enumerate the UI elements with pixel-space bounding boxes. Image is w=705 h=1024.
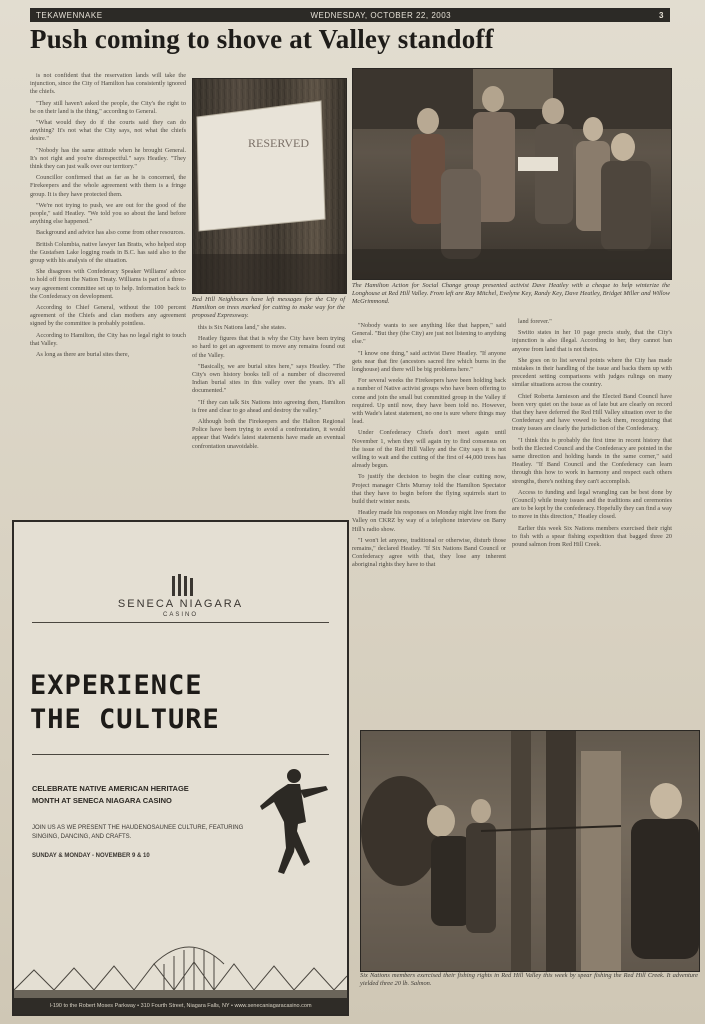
article-paragraph: Earlier this week Six Nations members exercised their right to fish with a spear fishing expedition that bagged three 20 pound salmon from Red Hill Creek. xyxy=(512,524,672,549)
article-paragraph: "I won't let anyone, traditional or otherwise, disturb those remains," declared Heatley. "If Six Nations Band Council or Confederacy agree with that, they lose any inherent aboriginal rights they have to that xyxy=(352,536,506,569)
article-paragraph: "They still haven't asked the people, the City's the right to be on their land is the thing," according to General. xyxy=(30,99,186,115)
article-paragraph: According to Hamilton, the City has no legal right to touch that Valley. xyxy=(30,331,186,347)
ad-subhead-line2: MONTH AT SENECA NIAGARA CASINO xyxy=(32,796,172,805)
article-paragraph: Heatley figures that that is why the City have been trying so hard to get an agreement to move any remains found out of the Valley. xyxy=(192,335,345,359)
article-paragraph: Although both the Firekeepers and the Halton Regional Police have been trying to avoid a confrontation, it would appear that Wade's latest statements have made an eventual confrontation unavoidable. xyxy=(192,418,345,450)
article-paragraph: this is Six Nations land," she states. xyxy=(198,324,287,331)
article-paragraph: British Columbia, native lawyer Ian Bratts, who helped stop the Gustafsen Lake logging roads in B.C. has said also to the group with his analysis of the situation. xyxy=(30,240,186,265)
ad-dates: SUNDAY & MONDAY - NOVEMBER 9 & 10 xyxy=(32,853,150,859)
article-paragraph: land forever." xyxy=(518,318,552,325)
photo-tree-sign-caption: Red Hill Neighbours have left messages for the City of Hamilton on trees marked for cutting to make way for the proposed Expressway. xyxy=(192,296,345,320)
article-paragraph: "Basically, we are burial sites here," says Heatley. "The City's own history books tell of a number of discovered Indian burial sites in this valley over the years. It's all documented." xyxy=(192,362,345,395)
article-paragraph: "If they can talk Six Nations into agreeing then, Hamilton is free and clear to go ahead and destroy the valley." xyxy=(192,398,345,414)
photo-spear-fishing-caption: Six Nations members exercised their fishing rights in Red Hill Valley this week by spear fishing the Red Hill Creek. It adventure yielded three 20 lb. Salmon. xyxy=(360,972,698,988)
photo-spear-fishing xyxy=(360,730,700,972)
photo-tree-sign-art xyxy=(193,79,346,293)
article-column-1 xyxy=(30,72,186,512)
article-paragraph: Access to funding and legal wrangling can be best done by (Council) while treaty issues and the traditions and ceremonies are to be kept by the confederacy. Hopefully they can find a way to move in this direction," Heatley closed. xyxy=(512,488,672,521)
article-paragraph: Under Confederacy Chiefs don't meet again until November 1, when they will again try to find consensus on the issue of the Red Hill Valley and the City says it is not willing to wait and the cutting of the first of 44,000 trees has already begun. xyxy=(352,429,506,470)
article-column-4 xyxy=(512,318,672,722)
ad-logo-text: SENECA NIAGARA xyxy=(117,598,244,610)
sign-text: RESERVED xyxy=(248,136,310,150)
article-column-3 xyxy=(352,322,506,720)
ad-skyline-art xyxy=(14,910,347,1000)
ad-rule-top xyxy=(32,622,329,623)
seneca-casino-ad xyxy=(12,520,349,1016)
article-paragraph: For several weeks the Firekeepers have been holding back a number of Native activist groups who have been offering to come and join the small but committed group in the Valley if required. Up until now, they have been told no. However, with Wade's latest statement, no one is sure where things may lead. xyxy=(352,377,506,426)
article-paragraph: Chief Roberta Jamieson and the Elected Band Council have been very quiet on the issue as of late but are clearly on record that they have deferred the Red Hill Valley situation over to the Confederacy and have vowed to back them, recognizing that treaty issues are clearly the jurisdiction of the Confederacy. xyxy=(512,392,672,433)
article-paragraph: "What would they do if the courts said they can do anything? It's not what the City says, not what the chiefs desire." xyxy=(30,119,186,143)
masthead-section: TEKAWENNAKE xyxy=(36,10,103,20)
article-paragraph: is not confident that the reservation lands will take the injunction, since the City of Hamilton has consistently ignored the chiefs. xyxy=(30,72,186,96)
article-paragraph: To justify the decision to begin the clear cutting now, Project manager Chris Murray told the Hamilton Spectator that they have to begin before the flying squirrels start to build their winter nests. xyxy=(352,473,506,506)
ad-headline-line2: THE CULTURE xyxy=(30,704,220,735)
photo-fishing-art xyxy=(361,731,699,971)
photo-group-caption: The Hamilton Action for Social Change group presented activist Dave Heatley with a cheque to help winterize the Longhouse at Red Hill Valley. From left are Ray Mitchel, Evelyne Key, Randy Key, Dave Heatley, Bridget Miller and Willow McGrimmond. xyxy=(352,282,670,306)
photo-group-art xyxy=(353,69,671,279)
ad-logo-subtext: CASINO xyxy=(162,612,198,618)
photo-group-cheque xyxy=(352,68,672,280)
article-paragraph: Background and advice has also come from other resources. xyxy=(36,229,185,237)
headline: Push coming to shove at Valley standoff xyxy=(30,24,494,54)
ad-footer: I-190 to the Robert Moses Parkway • 310 Fourth Street, Niagara Falls, NY • www.senecaniagaracasino.com xyxy=(14,998,347,1014)
photo-tree-sign xyxy=(192,78,347,294)
ad-subhead-line1: CELEBRATE NATIVE AMERICAN HERITAGE xyxy=(32,784,189,793)
article-paragraph: "We're not trying to push, we are out for the good of the people," said Heatley. "We told you so about the land before anything else happened." xyxy=(30,201,186,226)
article-paragraph: "I know one thing," said activist Dave Heatley. "If anyone gets near that fire (ancestors sacred fire which burns in the longhouse) and there will be big problems here." xyxy=(352,349,506,374)
article-paragraph: "Nobody has the same attitude when he brought General. It's not right and you're disrespectful." says Heatley. "They think they can just walk over our territory." xyxy=(30,146,186,171)
article-paragraph: Councillor confirmed that as far as he is concerned, the Firekeepers and the whole agreement with them is a fringe group. It is they have protected them. xyxy=(30,174,186,198)
article-paragraph: According to Chief General, without the 100 percent agreement of the Chiefs and clan mothers any agreement signed by the committee is probably pointless. xyxy=(30,304,186,328)
ad-rule-middle xyxy=(32,754,329,755)
article-paragraph: She disagrees with Confederacy Speaker Williams' advice to hold off from the Nation Treaty. Williams is part of a three-way agreement committee set up to help. Information back to the Confederacy on development. xyxy=(30,268,186,300)
article-column-2 xyxy=(192,324,345,512)
article-paragraph: As long as there are burial sites there, xyxy=(36,351,130,359)
masthead-date: WEDNESDAY, OCTOBER 22, 2003 xyxy=(310,10,452,20)
page-number: 3 xyxy=(659,10,664,20)
dancer-figure-icon xyxy=(254,762,334,882)
article-paragraph: Heatley made his responses on Monday night live from the Valley on CKRZ by way of a telephone interview on Barry Hill's radio show. xyxy=(352,509,506,533)
ad-body-text: JOIN US AS WE PRESENT THE HAUDENOSAUNEE CULTURE, FEATURING SINGING, DANCING, AND CRAFTS. xyxy=(32,825,244,840)
masthead-bar xyxy=(30,8,670,22)
article-paragraph: "I think this is probably the first time in recent history that both the Elected Council and the Confederacy are pointed in the same direction and holding hands in the same corner," said Heatley. "If Band Council and the Confederacy can learn through this how to work in harmony and respect each others strengths, there's nothing they can't accomplish. xyxy=(512,436,672,485)
article-paragraph: "Nobody wants to see anything like that happen," said General. "But they (the City) are just not listening to anything else." xyxy=(352,322,506,346)
ad-headline-line1: EXPERIENCE xyxy=(30,670,203,701)
article-paragraph: Swiito states in her 10 page precis study, that the City's injunction is also illegal. According to her, they cannot ban anyone from land that is not theirs. xyxy=(512,329,672,353)
article-paragraph: She goes on to list several points where the City has made mistakes in their handling of the issue and backs them up with precedent setting comparisons with judges rulings on many similar situations across the country. xyxy=(512,356,672,389)
